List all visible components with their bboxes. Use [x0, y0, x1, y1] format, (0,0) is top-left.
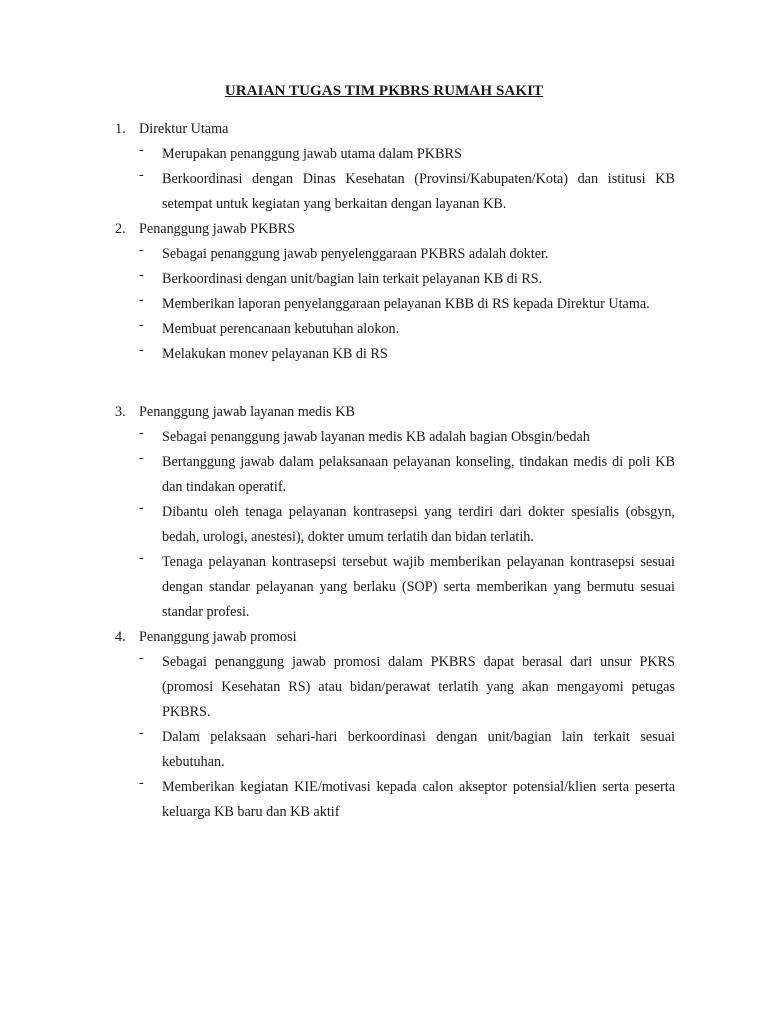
list-item-text: Dibantu oleh tenaga pelayanan kontrasepsi yang terdiri dari dokter spesialis (obsgyn, bedah, urologi, anestesi), dokter umum terlatih dan bidan terlatih.	[162, 504, 675, 545]
list-item	[115, 450, 675, 500]
list-item	[115, 650, 675, 725]
section-title: Direktur Utama	[139, 121, 229, 137]
bullet-dash: -	[139, 425, 144, 441]
list-item-text: Bertanggung jawab dalam pelaksanaan pelayanan konseling, tindakan medis di poli KB dan tindakan operatif.	[162, 454, 675, 495]
section-heading	[115, 117, 675, 142]
list-item	[115, 142, 675, 167]
list-item-text: Berkoordinasi dengan Dinas Kesehatan (Provinsi/Kabupaten/Kota) dan istitusi KB setempat untuk kegiatan yang berkaitan dengan layanan KB.	[162, 171, 675, 212]
list-item	[115, 500, 675, 550]
section-number: 1.	[115, 121, 126, 137]
section-title: Penanggung jawab layanan medis KB	[139, 404, 355, 420]
list-item	[115, 342, 675, 367]
section-heading	[115, 400, 675, 425]
section-number: 4.	[115, 629, 126, 645]
document-title: URAIAN TUGAS TIM PKBRS RUMAH SAKIT	[224, 83, 544, 99]
section-number: 3.	[115, 404, 126, 420]
section-layanan-medis-kb	[115, 400, 675, 625]
bullet-dash: -	[139, 650, 144, 666]
list-item-text: Merupakan penanggung jawab utama dalam PKBRS	[162, 146, 462, 162]
list-item-text: Melakukan monev pelayanan KB di RS	[162, 346, 388, 362]
list-item-text: Sebagai penanggung jawab promosi dalam PKBRS dapat berasal dari unsur PKRS (promosi Kesehatan RS) atau bidan/perawat terlatih yang akan mengayomi petugas PKBRS.	[162, 654, 675, 720]
list-item	[115, 292, 675, 317]
bullet-dash: -	[139, 725, 144, 741]
list-item-text: Membuat perencanaan kebutuhan alokon.	[162, 321, 400, 337]
list-item-text: Tenaga pelayanan kontrasepsi tersebut wajib memberikan pelayanan kontrasepsi sesuai dengan standar pelayanan yang berlaku (SOP) serta memberikan yang bermutu sesuai standar profesi.	[162, 554, 675, 620]
list-item-text: Dalam pelaksaan sehari-hari berkoordinasi dengan unit/bagian lain terkait sesuai kebutuhan.	[162, 729, 675, 770]
section-title: Penanggung jawab PKBRS	[139, 221, 296, 237]
list-item	[115, 725, 675, 775]
bullet-dash: -	[139, 775, 144, 791]
section-penanggung-jawab-pkbrs	[115, 217, 675, 367]
list-item	[115, 267, 675, 292]
list-item	[115, 775, 675, 825]
bullet-dash: -	[139, 142, 144, 158]
bullet-dash: -	[139, 317, 144, 333]
bullet-dash: -	[139, 267, 144, 283]
list-item	[115, 425, 675, 450]
section-promosi	[115, 625, 675, 825]
bullet-dash: -	[139, 167, 144, 183]
list-item	[115, 242, 675, 267]
section-heading	[115, 217, 675, 242]
bullet-dash: -	[139, 242, 144, 258]
section-number: 2.	[115, 221, 126, 237]
bullet-dash: -	[139, 550, 144, 566]
list-item	[115, 317, 675, 342]
list-item	[115, 167, 675, 217]
list-item-text: Memberikan kegiatan KIE/motivasi kepada calon akseptor potensial/klien serta peserta keluarga KB baru dan KB aktif	[162, 779, 675, 820]
list-item-text: Memberikan laporan penyelanggaraan pelayanan KBB di RS kepada Direktur Utama.	[162, 296, 650, 312]
section-heading	[115, 625, 675, 650]
bullet-dash: -	[139, 500, 144, 516]
section-title: Penanggung jawab promosi	[139, 629, 297, 645]
list-item-text: Berkoordinasi dengan unit/bagian lain terkait pelayanan KB di RS.	[162, 271, 543, 287]
bullet-dash: -	[139, 342, 144, 358]
bullet-dash: -	[139, 450, 144, 466]
section-direktur-utama	[115, 117, 675, 217]
list-item-text: Sebagai penanggung jawab penyelenggaraan PKBRS adalah dokter.	[162, 246, 549, 262]
list-item-text: Sebagai penanggung jawab layanan medis KB adalah bagian Obsgin/bedah	[162, 429, 590, 445]
bullet-dash: -	[139, 292, 144, 308]
list-item	[115, 550, 675, 625]
